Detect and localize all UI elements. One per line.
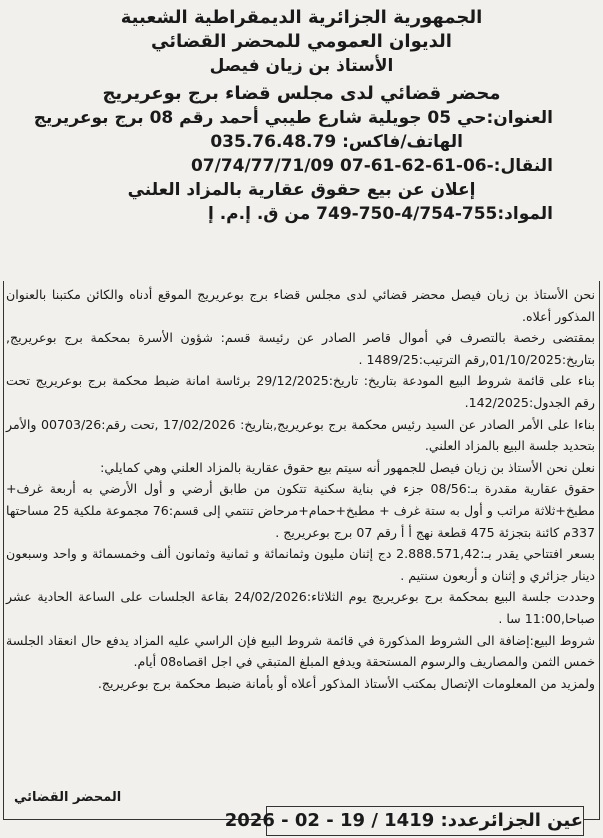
- paragraph-license: بمقتضى رخصة بالتصرف في أموال قاصر الصادر عن رئيسة قسم: شؤون الأسرة بمحكمة برج بوعريريج, بتاريخ:01/10/2025,رقم الترتيب:1489/25 .: [6, 330, 595, 367]
- bailiff-name: الأستاذ بن زيان فيصل: [209, 56, 394, 76]
- paragraph-conditions: بناء على قائمة شروط البيع المودعة بتاريخ: تاريخ:29/12/2025 برئاسة امانة ضبط محكمة برج بوعريريج تحت رقم الجدول:142/2025.: [6, 373, 596, 410]
- paragraph-price: بسعر افتتاحي يقدر بـ:2.888.571,42 دج إثنان مليون وثمانمائة و ثمانية وثمانون ألف وخمسمائة و واحد وسبعون دينار جزائري و إثنان و أربعون سنتيم .: [6, 546, 595, 583]
- paragraph-order: بناءا على الأمر الصادر عن السيد رئيس محكمة برج بوعريريج,بتاريخ: 17/02/2026 ,تحت رقم:00703/26 والأمر بتحديد جلسة البيع بالمزاد العلني.: [6, 416, 595, 454]
- bailiff-role: محضر قضائي لدى مجلس قضاء برج بوعريريج: [102, 83, 501, 104]
- notice-title: إعلان عن بيع حقوق عقارية بالمزاد العلني: [127, 180, 476, 200]
- legal-articles: المواد:755-4/754-750-749 من ق. إ.م. إ: [207, 204, 553, 224]
- paragraph-intro: نحن الأستاذ بن زيان فيصل محضر قضائي لدى مجلس قضاء برج بوعريريج الموقع أدناه والكائن مكتبنا بالعنوان المذكور أعلاه.: [6, 287, 595, 324]
- signature: المحضر القضائي: [14, 790, 122, 805]
- mobile: النقال:-06-61-62-61-07 07/74/77/71/09: [190, 156, 553, 176]
- address: العنوان:حي 05 جويلية شارع طيبي أحمد رقم 08 برج بوعريريج: [33, 108, 553, 128]
- paragraph-sale-terms: شروط البيع:إضافة الى الشروط المذكورة في قائمة شروط البيع فإن الراسي عليه المزاد يدفع حال انعقاد الجلسة خمس الثمن والمصاريف والرسوم المستحقة ويدفع المبلغ المتبقي في اجل اقصاه08 أيام.: [6, 632, 595, 670]
- notice-body: [6, 284, 595, 694]
- paragraph-property: حقوق عقارية مقدرة بـ:08/56 جزء في بناية سكنية تتكون من طابق أرضي و أول الأرضي به أربعة غرف+ مطبخ+ثلاثة مراتب و أول به ستة غرف + مطبخ+حمام+مرحاض تنتمي إلى قسم:76 مجموعة ملكية 25 مساحتها 337م كائنة بتجزئة 475 قطعة نهج أ أ رقم 07 برج بوعريريج .: [6, 481, 595, 540]
- paragraph-announcement: نعلن نحن الأستاذ بن زيان فيصل للجمهور أنه سيتم بيع حقوق عقارية بالمزاد العلني وهي كمايلي:: [100, 459, 595, 475]
- paragraph-session: وحددت جلسة البيع بمحكمة برج بوعريريج يوم الثلاثاء:24/02/2026 بقاعة الجلسات على الساعة الحادية عشر صباحا,11:00 سا .: [6, 589, 595, 626]
- notice-header: [0, 0, 603, 226]
- phone: الهاتف/فاكس: 035.76.48.79: [210, 132, 463, 152]
- paragraph-contact: ولمزيد من المعلومات الإتصال بمكتب الأستاذ المذكور أعلاه أو بأمانة ضبط محكمة برج بوعريريج.: [97, 675, 595, 691]
- publication-reference: عين الجزائرعدد: 1419 / 19 - 02 - 2026: [266, 806, 584, 836]
- office-title: الديوان العمومي للمحضر القضائي: [151, 31, 452, 52]
- republic-title: الجمهورية الجزائرية الديمقراطية الشعبية: [120, 7, 483, 28]
